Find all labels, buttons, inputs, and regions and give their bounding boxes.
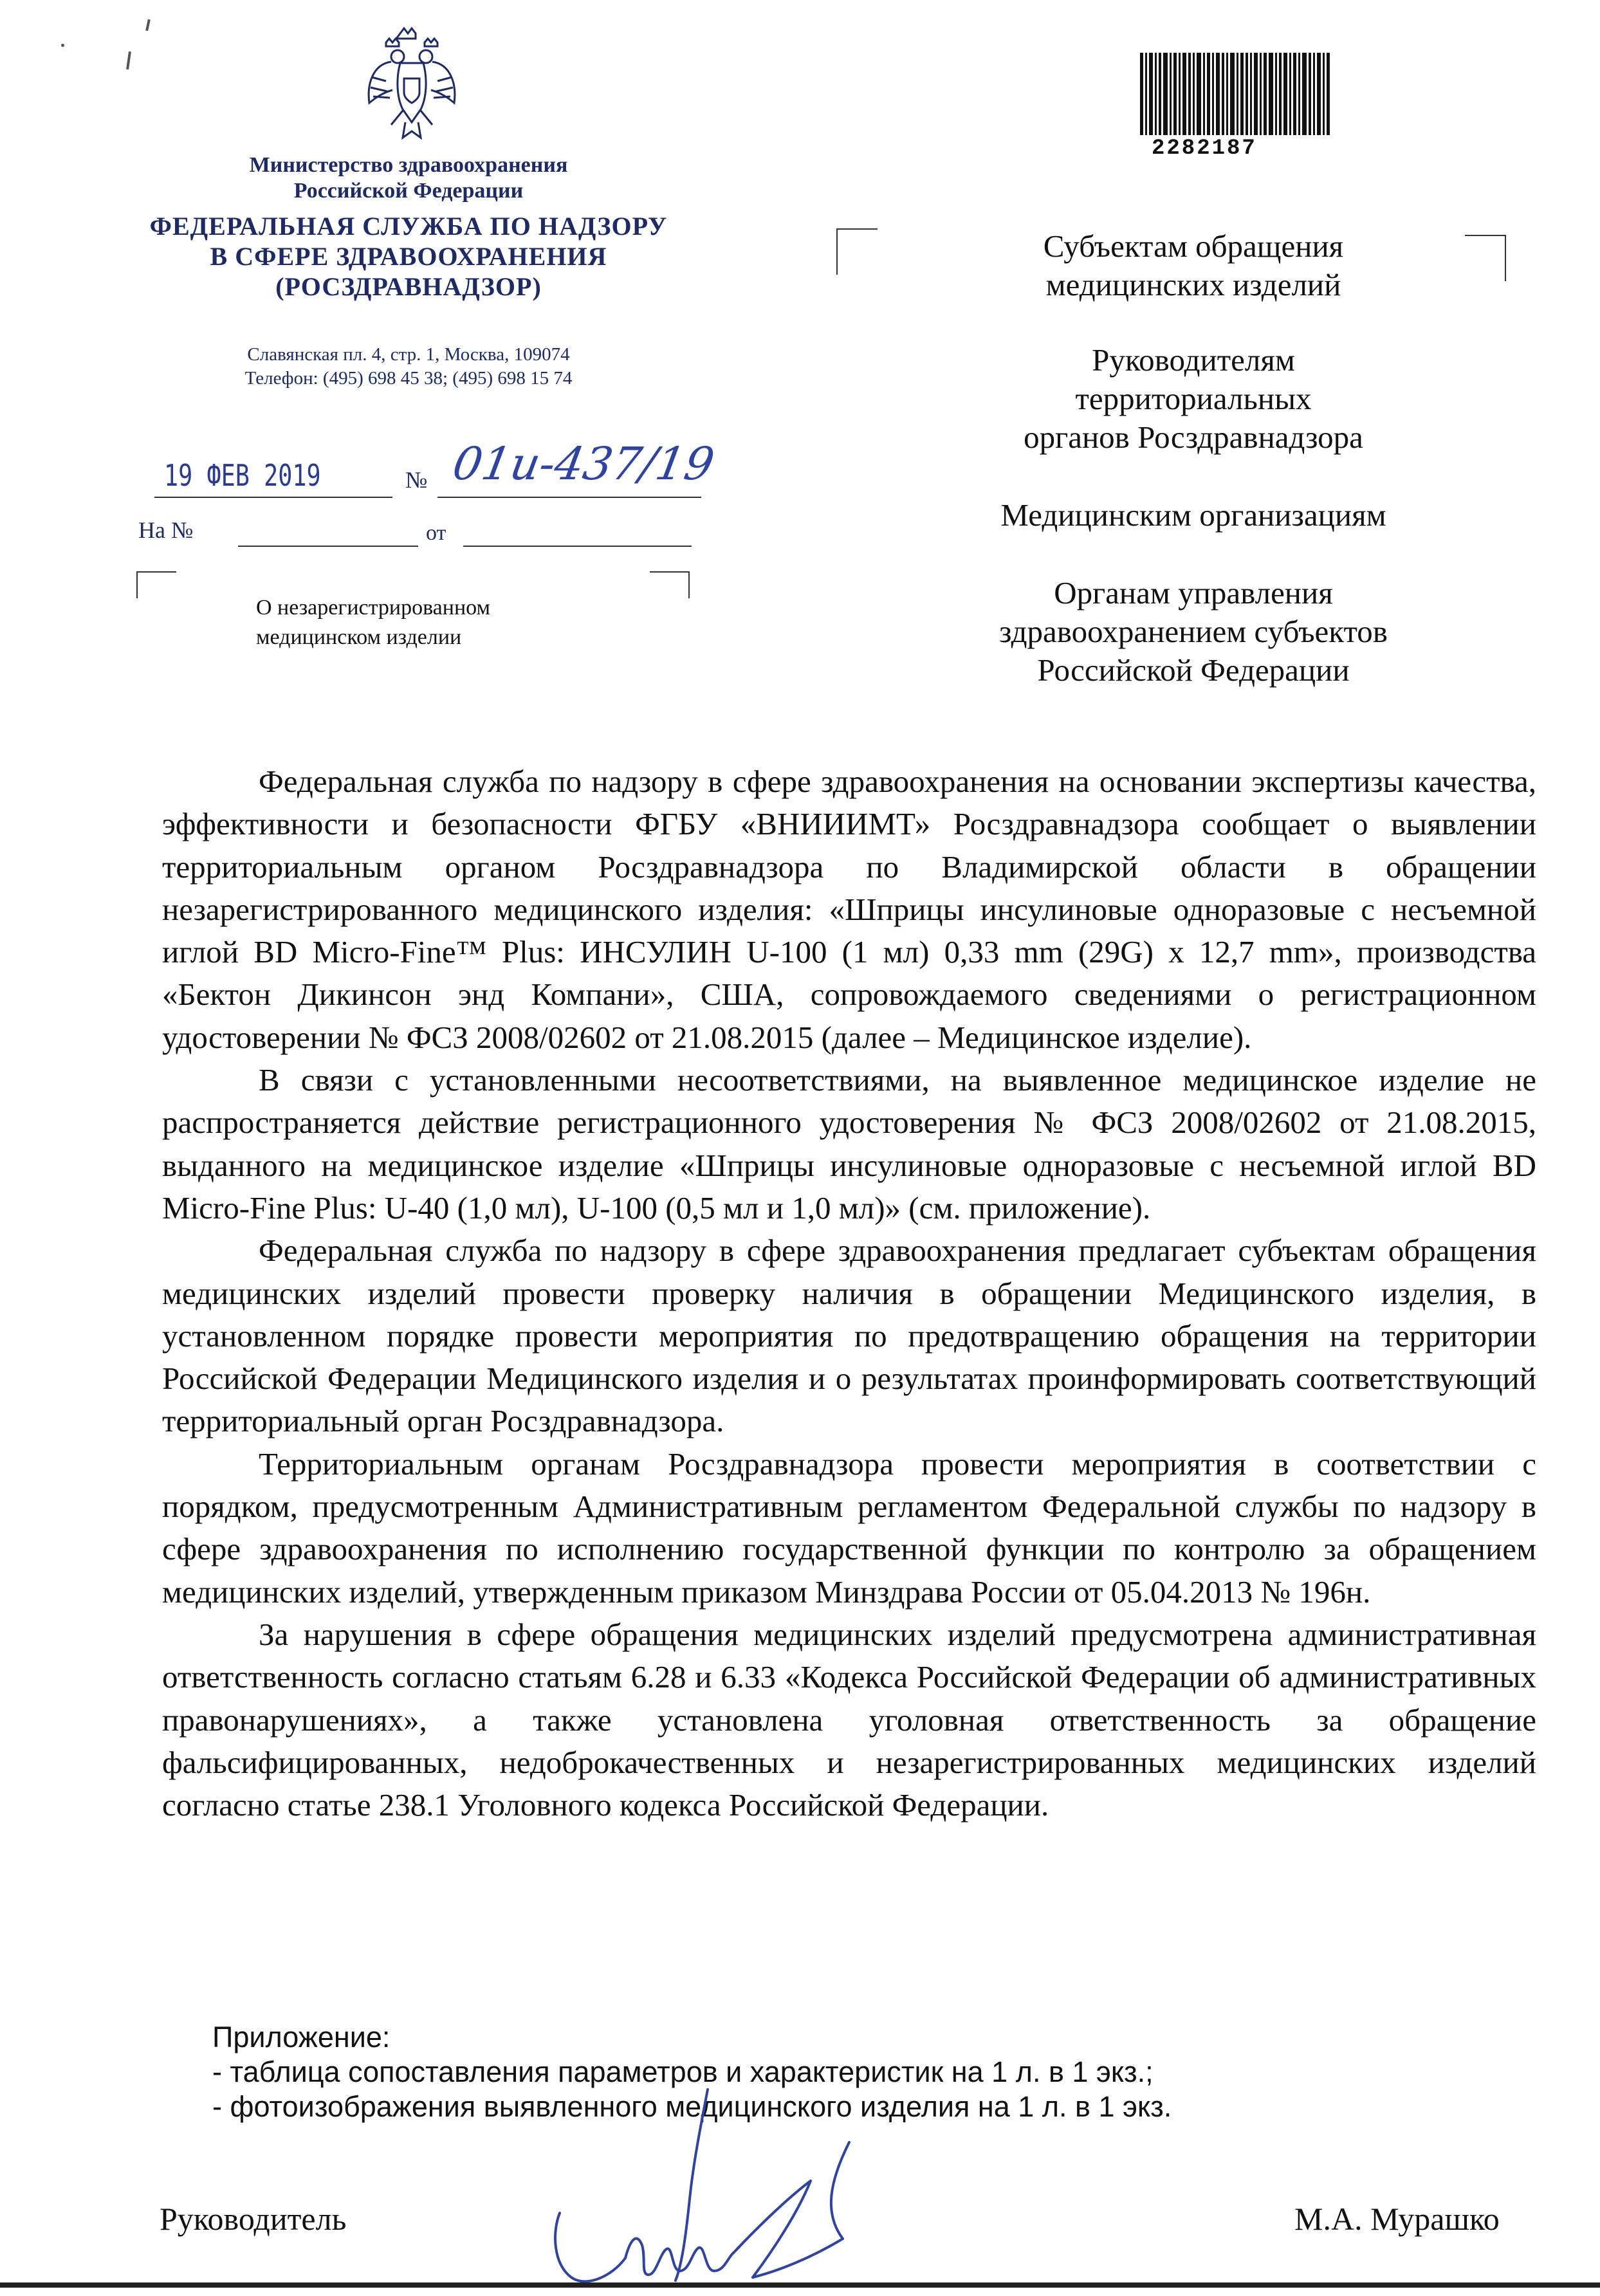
registration-number-handwritten: 01и-437/19 [448,437,719,490]
coat-of-arms-emblem [360,26,463,148]
recipient-line: органов Росздравнадзора [1024,419,1363,455]
date-underline [154,497,392,498]
letterhead [142,153,676,389]
recipient-block-3 [946,496,1441,535]
address: Славянская пл. 4, стр. 1, Москва, 109074 [247,344,570,365]
handwritten-signature [540,2084,901,2290]
reference-date-field [463,546,692,547]
body-paragraph-4: Территориальным органам Росздравнадзора провести мероприятия в соответствии с порядком, предусмотренным Административным регламентом Федеральной службы по надзору в сфере здравоохранения по исполнению государственной функции по контролю за обращением медицинских изделий, утвержденным приказом Минздрава России от 05.04.2013 № 196н. [162,1446,1536,1610]
recipient-line: Субъектам обращения [1043,228,1344,264]
scan-mark [61,44,64,47]
subject-line2: медицинском изделии [256,625,462,649]
recipient-line: Российской Федерации [1037,652,1350,688]
recipient-corner-right [1465,235,1506,281]
signatory-position: Руководитель [160,2201,347,2237]
reference-from-label: от [426,521,446,545]
recipient-block-4 [946,574,1441,690]
registration-date-stamp: 19 ФЕВ 2019 [164,458,321,493]
recipient-line: здравоохранением субъектов [999,614,1388,649]
ministry-name-line1: Министерство здравоохранения [249,153,568,177]
phone: Телефон: (495) 698 45 38; (495) 698 15 74 [244,368,573,389]
subject-corner-left [136,571,176,598]
reference-number-field [238,546,418,547]
body-paragraph-2: В связи с установленными несоответствиями, на выявленное медицинское изделие не распространяется действие регистрационного удостоверения № ФСЗ 2008/02602 от 21.08.2015, выданного на медицинское изделие «Шприцы инсулиновые одноразовые с несъемной иглой BD Micro-Fine Plus: U-40 (1,0 мл), U-100 (0,5 мл и 1,0 мл)» (см. приложение). [162,1062,1536,1226]
barcode-number: 2282187 [1152,136,1257,161]
reference-number-label: На № [138,517,194,543]
signatory-name: М.А. Мурашко [1294,2201,1500,2237]
scan-mark [126,51,131,69]
recipient-line: Руководителям [1092,342,1295,378]
letter-subject [256,593,490,652]
appendix-label: Приложение: [212,2021,391,2053]
recipient-corner-left [836,228,878,275]
service-name-line2: В СФЕРЕ ЗДРАВООХРАНЕНИЯ [210,242,607,271]
recipient-block-2 [946,341,1441,457]
number-underline [437,497,701,498]
scan-bottom-edge [0,2282,1600,2288]
recipient-line: Медицинским организациям [1000,497,1386,533]
body-paragraph-1: Федеральная служба по надзору в сфере здравоохранения на основании экспертизы качества, эффективности и безопасности ФГБУ «ВНИИИМТ» Росздравнадзора сообщает о выявлении территориальным органом Росздравнадзора по Владимирской области в обращении незарегистрированного медицинского изделия: «Шприцы инсулиновые одноразовые с несъемной иглой BD Micro-Fine™ Plus: ИНСУЛИН U-100 (1 мл) 0,33 mm (29G) x 12,7 mm», производства «Бектон Дикинсон энд Компани», США, сопровождаемого сведениями о регистрационном удостоверении № ФСЗ 2008/02602 от 21.08.2015 (далее – Медицинское изделие). [162,764,1536,1055]
body-paragraph-5: За нарушения в сфере обращения медицинских изделий предусмотрена административная ответственность согласно статьям 6.28 и 6.33 «Кодекса Российской Федерации об административных правонарушениях», а также установлена уголовная ответственность за обращение фальсифицированных, недоброкачественных и незарегистрированных медицинских изделий согласно статье 238.1 Уголовного кодекса Российской Федерации. [162,1616,1536,1823]
recipient-line: территориальных [1075,381,1312,416]
ministry-name-line2: Российской Федерации [293,179,524,203]
service-name-line3: (РОСЗДРАВНАДЗОР) [275,272,542,301]
recipient-block-1 [946,227,1441,304]
recipient-line: Органам управления [1054,575,1333,611]
barcode [1139,53,1332,135]
appendix-item: - таблица сопоставления параметров и характеристик на 1 л. в 1 экз.; [212,2055,1154,2088]
subject-corner-right [650,571,690,598]
body-paragraph-3: Федеральная служба по надзору в сфере здравоохранения предлагает субъектам обращения медицинских изделий провести проверку наличия в обращении Медицинского изделия, в установленном порядке провести мероприятия по предотвращению обращения на территории Российской Федерации Медицинского изделия и о результатах проинформировать соответствующий территориальный орган Росздравнадзора. [162,1233,1536,1439]
letter-body [162,760,1536,1826]
scan-mark [145,19,151,31]
service-name-line1: ФЕДЕРАЛЬНАЯ СЛУЖБА ПО НАДЗОРУ [149,212,668,241]
appendix-item: - фотоизображения выявленного медицинского изделия на 1 л. в 1 экз. [212,2090,1172,2123]
registration-number-label: № [405,467,428,493]
recipient-line: медицинских изделий [1045,267,1341,302]
subject-line1: О незарегистрированном [256,596,491,620]
